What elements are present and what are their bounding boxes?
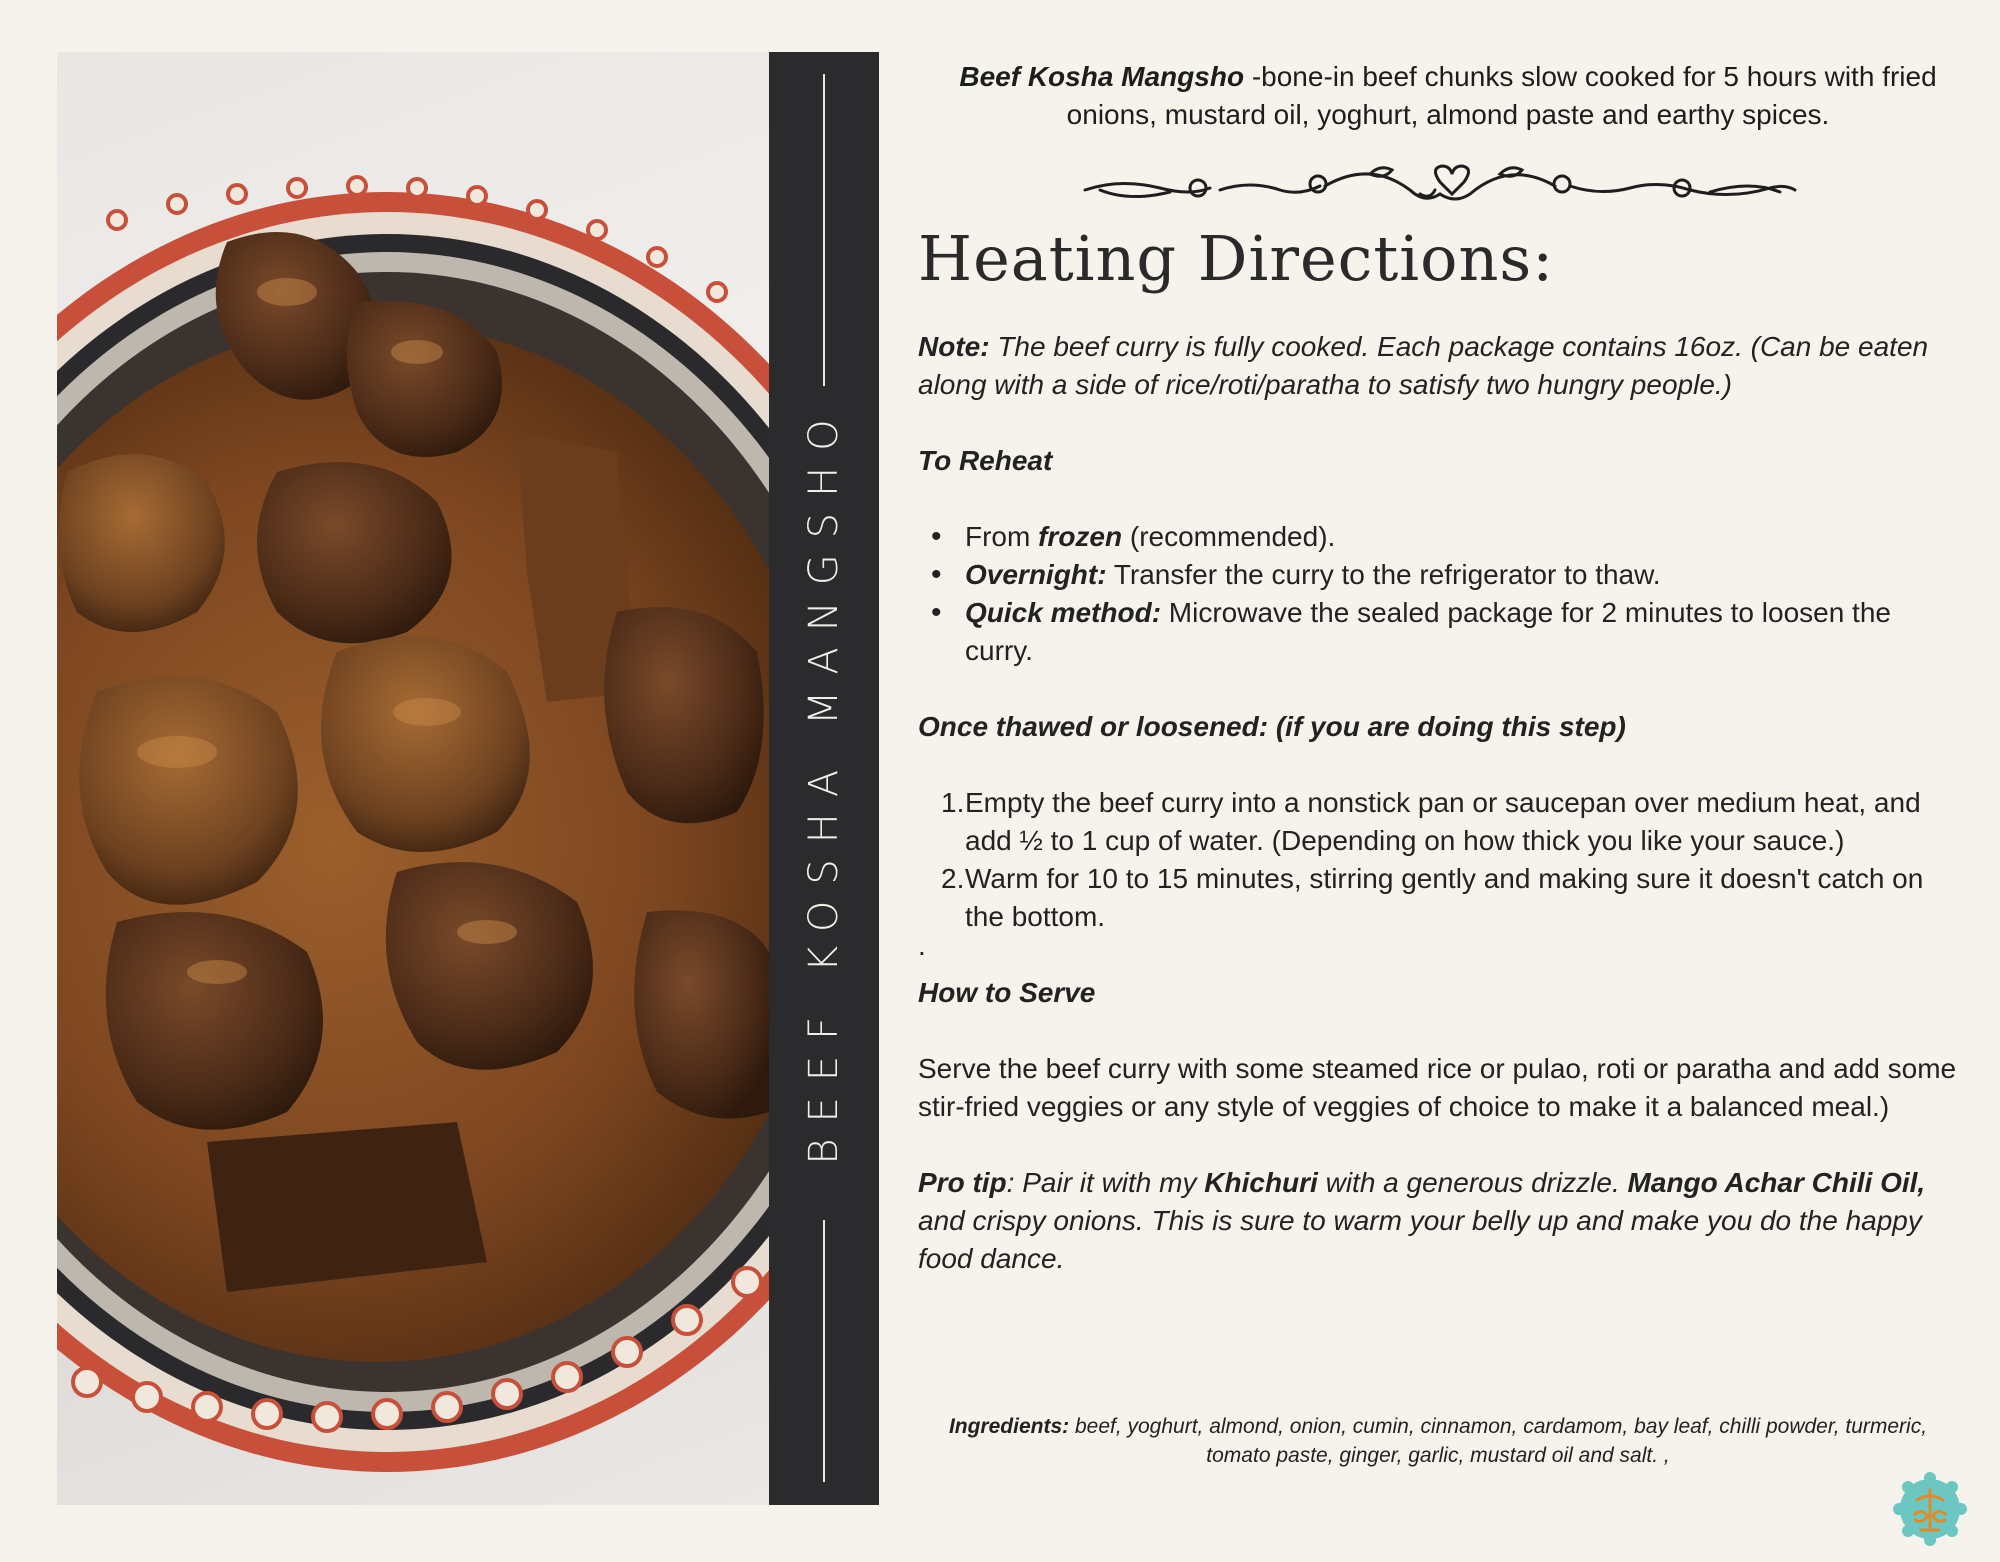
band-title: BEEF KOSHA MANGSHO xyxy=(801,403,847,1165)
step-text: Warm for 10 to 15 minutes, stirring gently and making sure it doesn't catch on the bottom. xyxy=(965,863,1924,932)
intro-text xyxy=(918,58,1958,134)
ingredients-text: beef, yoghurt, almond, onion, cumin, cinnamon, cardamom, bay leaf, chilli powder, turmeric, tomato paste, ginger, garlic, mustard oil and salt. , xyxy=(1069,1415,1928,1467)
reheat-title: To Reheat xyxy=(918,445,1053,476)
list-item-text: Microwave the sealed package for 2 minutes to loosen the curry. xyxy=(965,597,1891,666)
dish-description: -bone-in beef chunks slow cooked for 5 hours with fried onions, mustard oil, yoghurt, almond paste and earthy spices. xyxy=(1066,61,1937,130)
note-label: Note: xyxy=(918,331,990,362)
serve-text: Serve the beef curry with some steamed rice or pulao, roti or paratha and add some stir-fried veggies or any style of veggies of choice to make it a balanced meal.) xyxy=(918,1053,1957,1122)
curry-bowl-illustration xyxy=(57,52,769,1505)
floral-divider-icon xyxy=(1080,160,1800,220)
note-text: The beef curry is fully cooked. Each package contains 16oz. (Can be eaten along with a side of rice/roti/paratha to satisfy two hungry people.) xyxy=(918,331,1929,400)
list-item-emphasis: frozen xyxy=(1038,521,1123,552)
list-item-emphasis: Quick method: xyxy=(965,597,1162,628)
list-item-text: From xyxy=(965,521,1039,552)
pro-tip-text: with a generous drizzle. xyxy=(1317,1167,1628,1198)
pro-tip-bold: Mango Achar Chili Oil, xyxy=(1627,1167,1926,1198)
pro-tip-bold: Khichuri xyxy=(1204,1167,1318,1198)
trailing-dot: . xyxy=(918,930,926,961)
serve-title: How to Serve xyxy=(918,977,1096,1008)
dish-name: Beef Kosha Mangsho xyxy=(959,61,1245,92)
step-number: 2. xyxy=(941,863,965,894)
band-divider-bottom xyxy=(823,1220,825,1482)
title-band xyxy=(769,52,879,1505)
pro-tip-text: : Pair it with my xyxy=(1006,1167,1205,1198)
list-item-text: Transfer the curry to the refrigerator to thaw. xyxy=(1106,559,1661,590)
reheat-list xyxy=(918,518,1958,670)
curry-photo xyxy=(57,52,769,1505)
list-item xyxy=(965,594,1958,670)
list-item xyxy=(965,556,1958,594)
ingredients xyxy=(918,1412,1958,1470)
pro-tip xyxy=(918,1164,1958,1278)
intro-block xyxy=(918,58,1958,134)
thawed-title: Once thawed or loosened: (if you are doing this step) xyxy=(918,711,1626,742)
list-item-emphasis: Overnight: xyxy=(965,559,1107,590)
page-title: Heating Directions: xyxy=(918,222,1555,295)
steps-list xyxy=(918,784,1958,936)
pro-tip-text: and crispy onions. This is sure to warm your belly up and make you do the happy food dance. xyxy=(918,1205,1922,1274)
note-paragraph xyxy=(918,328,1958,404)
list-item xyxy=(965,518,1958,556)
list-item xyxy=(941,784,1958,860)
band-divider-top xyxy=(823,74,825,386)
pro-tip-label: Pro tip xyxy=(918,1167,1007,1198)
directions-body xyxy=(918,328,1958,1278)
brand-logo-icon xyxy=(1893,1472,1967,1546)
step-text: Empty the beef curry into a nonstick pan or saucepan over medium heat, and add ½ to 1 cup of water. (Depending on how thick you like your sauce.) xyxy=(965,787,1921,856)
step-number: 1. xyxy=(941,787,965,818)
list-item-text: (recommended). xyxy=(1122,521,1336,552)
ingredients-label: Ingredients: xyxy=(948,1415,1070,1438)
list-item xyxy=(941,860,1958,936)
